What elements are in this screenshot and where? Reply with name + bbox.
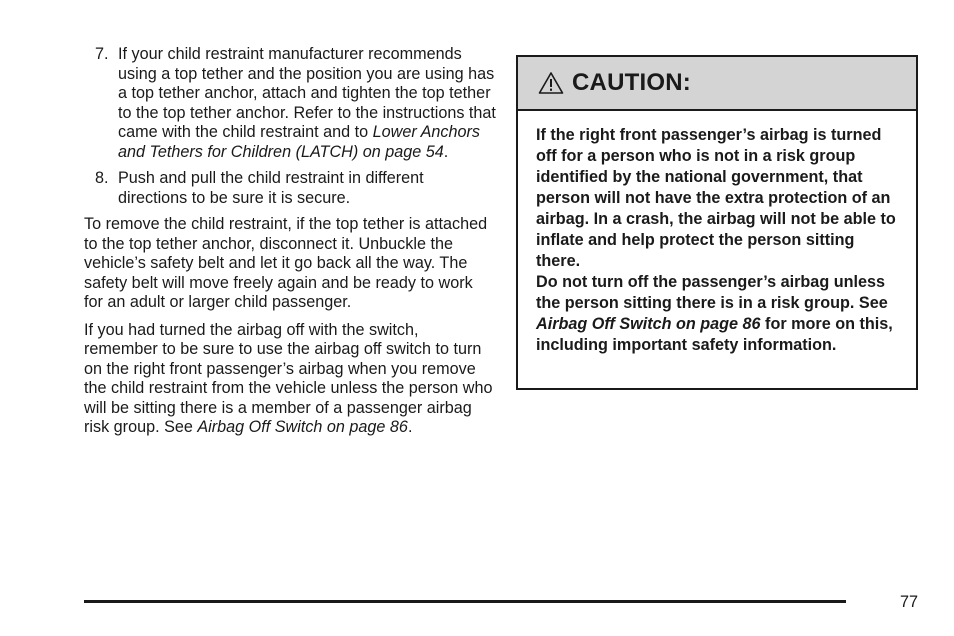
caution-paragraph-2 xyxy=(536,272,900,356)
step-text: Push and pull the child restraint in different directions to be sure it is secure. xyxy=(118,169,424,207)
step-number: 7. xyxy=(95,45,109,63)
remove-restraint-paragraph: To remove the child restraint, if the top tether is attached to the top tether anchor, disconnect it. Unbuckle the vehicle’s safety belt and let it go back all the way. The safety belt will move freely again and be ready to work for an adult or larger child passenger. xyxy=(84,215,488,311)
step-body: If your child restraint manufacturer recommends using a top tether and the position you are using has a top tether anchor, attach and tighten the top tether to the top tether anchor. Refer to the instructions that came with the child restraint and to xyxy=(118,45,496,141)
caution-header xyxy=(518,57,916,111)
footer-rule xyxy=(84,600,846,603)
caution-body xyxy=(518,111,916,356)
page-number: 77 xyxy=(899,593,918,611)
paragraph-body: If you had turned the airbag off with the switch, remember to be sure to use the airbag off switch to turn on the right front passenger’s airbag when you remove the child restraint from the vehicle unless the person who will be sitting there is a member of a passenger airbag risk group. See xyxy=(84,320,493,436)
step-8 xyxy=(84,169,496,208)
caution-paragraph-1: If the right front passenger’s airbag is turned off for a person who is not in a risk group identified by the national government, that person will not have the extra protection of an airbag. In a crash, the airbag will not be able to inflate and help protect the person sitting there. xyxy=(536,126,896,270)
step-text xyxy=(118,45,496,162)
caution-airbag-reference: Airbag Off Switch on page 86 xyxy=(536,315,761,333)
warning-triangle-icon xyxy=(538,71,564,95)
caution-paragraph-body: Do not turn off the passenger’s airbag unless the person sitting there is in a risk group. See xyxy=(536,273,888,312)
caution-box xyxy=(516,55,918,390)
paragraph-end: . xyxy=(407,418,413,436)
airbag-switch-paragraph xyxy=(84,321,496,438)
caution-title: CAUTION: xyxy=(572,69,691,96)
step-end: . xyxy=(443,142,449,161)
step-7 xyxy=(84,45,496,162)
caution-paragraph-end: for more on this, including important safety information. xyxy=(536,315,893,354)
left-column xyxy=(84,45,496,446)
step-number: 8. xyxy=(95,169,109,187)
latch-reference: Lower Anchors and Tethers for Children (LATCH) on page 54 xyxy=(118,123,481,161)
airbag-switch-reference: Airbag Off Switch on page 86 xyxy=(197,418,408,436)
